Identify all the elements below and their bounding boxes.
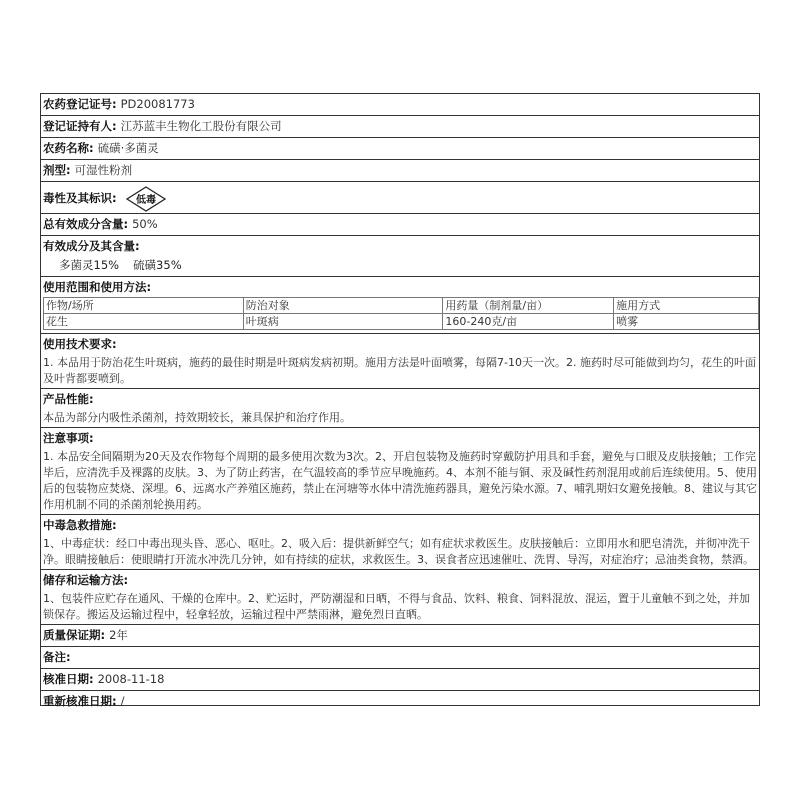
shelf-life-value: 2年 [109,628,128,642]
usage-header-cell: 用药量（制剂量/亩） [443,298,614,314]
tech-text: 1. 本品用于防治花生叶斑病，施药的最佳时期是叶斑病发病初期。施用方法是叶面喷雾，每隔7-10天一次。2. 施药时尽可能做到均匀，花生的叶面及叶背都要喷到。 [43,356,756,385]
reg-no-value: PD20081773 [120,97,195,111]
usage-table [43,297,759,330]
form-label: 剂型: [43,163,71,177]
pesticide-registration-sheet [40,93,760,706]
name-row [41,138,759,160]
name-value: 硫磺·多菌灵 [97,141,159,155]
toxicity-badge-text: 低毒 [136,194,157,206]
reg-no-label: 农药登记证号: [43,97,117,111]
ingredients-list [43,256,757,275]
name-label: 农药名称: [43,141,94,155]
reg-no-row [41,94,759,116]
shelf-life-row [41,625,759,647]
usage-cell: 花生 [44,314,244,330]
usage-cell: 160-240克/亩 [443,314,614,330]
usage-header-row [44,298,759,314]
storage-row [41,570,759,625]
ingredients-label: 有效成分及其含量: [43,239,140,253]
usage-cell: 喷雾 [614,314,759,330]
form-value: 可湿性粉剂 [74,163,133,177]
performance-text: 本品为部分内吸性杀菌剂，持效期较长，兼具保护和治疗作用。 [43,411,351,424]
reapproval-date-row [41,691,759,712]
form-row [41,160,759,182]
toxicity-row [41,182,759,214]
usage-row [41,277,759,334]
holder-label: 登记证持有人: [43,119,117,133]
performance-row [41,389,759,428]
ingredient-item: 多菌灵15% [59,258,120,272]
usage-cell: 叶斑病 [243,314,443,330]
reapproval-date-label: 重新核准日期: [43,694,117,708]
remarks-label: 备注: [43,650,71,664]
shelf-life-label: 质量保证期: [43,628,106,642]
holder-row [41,116,759,138]
total-content-value: 50% [132,217,158,231]
storage-text: 1、包装件应贮存在通风、干燥的仓库中。2、贮运时，严防潮湿和日晒，不得与食品、饮料、粮食、饲料混放、混运，置于儿童触不到之处，并加锁保存。搬运及运输过程中，轻拿轻放，运输过程中严禁雨淋，避免烈日直晒。 [43,592,750,621]
total-content-row [41,214,759,236]
usage-label: 使用范围和使用方法: [43,280,152,294]
toxicity-label: 毒性及其标识: [43,191,117,205]
approval-date-row [41,669,759,691]
first-aid-label: 中毒急救措施: [43,518,117,532]
first-aid-row [41,515,759,570]
usage-header-cell: 作物/场所 [44,298,244,314]
performance-label: 产品性能: [43,392,94,406]
total-content-label: 总有效成分含量: [43,217,129,231]
usage-header-cell: 施用方式 [614,298,759,314]
approval-date-value: 2008-11-18 [97,672,165,686]
holder-value: 江苏蓝丰生物化工股份有限公司 [120,119,282,133]
notes-text: 1. 本品安全间隔期为20天及农作物每个周期的最多使用次数为3次。2、开启包装物及施药时穿戴防护用具和手套，避免与口眼及皮肤接触；工作完毕后，应清洗手及裸露的皮肤。3、为了防止药害，在气温较高的季节应早晚施药。4、本剂不能与铜、汞及碱性药剂混用或前后连续使用。5、使用后的包装物应焚烧、深埋。6、远离水产养殖区施药，禁止在河塘等水体中清洗施药器具，避免污染水源。7、哺乳期妇女避免接触。8、建议与其它作用机制不同的杀菌剂轮换用药。 [43,450,757,511]
ingredients-row [41,236,759,277]
first-aid-text: 1、中毒症状：经口中毒出现头昏、恶心、呕吐。2、吸入后：提供新鲜空气；如有症状求救医生。皮肤接触后：立即用水和肥皂清洗，并彻冲洗干净。眼睛接触后：使眼睛打开流水冲洗几分钟，如有持续的症状，求救医生。3、误食者应迅速催吐、洗胃、导泻，对症治疗；忌油类食物，禁酒。 [43,537,754,566]
low-toxicity-diamond-icon [126,186,166,212]
notes-label: 注意事项: [43,431,94,445]
reapproval-date-value: / [120,694,125,708]
tech-label: 使用技术要求: [43,337,117,351]
remarks-row [41,647,759,669]
notes-row [41,428,759,515]
usage-data-row [44,314,759,330]
tech-row [41,334,759,389]
usage-header-cell: 防治对象 [243,298,443,314]
approval-date-label: 核准日期: [43,672,94,686]
ingredient-item: 硫磺35% [133,258,182,272]
storage-label: 储存和运输方法: [43,573,129,587]
